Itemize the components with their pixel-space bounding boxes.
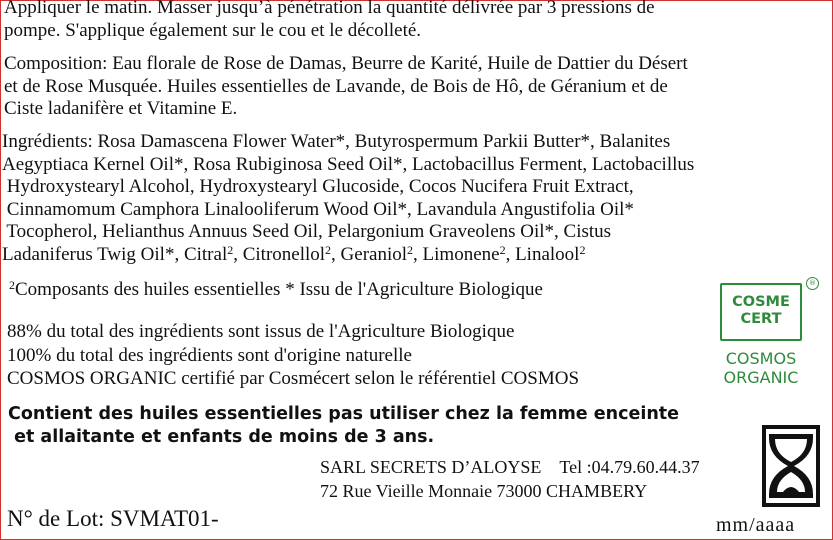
cosmos-organic-logo xyxy=(713,349,809,387)
organic-stats xyxy=(7,320,579,391)
composition-line: et de Rose Musquée. Huiles essentielles de Lavande, de Bois de Hô, de Géranium et de xyxy=(4,75,668,97)
ingredient-sup: 2 xyxy=(227,242,234,257)
usage-line: pompe. S'applique également sur le cou et le décolleté. xyxy=(4,19,422,41)
footnote-text: Composants des huiles essentielles * Issu de l'Agriculture Biologique xyxy=(15,279,543,300)
ingredients-line: Hydroxystearyl Alcohol, Hydroxystearyl Glucoside, Cocos Nucifera Fruit Extract, xyxy=(2,176,634,197)
footnote xyxy=(9,279,543,302)
cosmos-line: ORGANIC xyxy=(723,368,799,387)
lot-number: N° de Lot: SVMAT01- xyxy=(7,506,219,531)
registered-mark: ® xyxy=(806,277,819,290)
ingredient-sup: 2 xyxy=(407,242,414,257)
stat-line: 100% du total des ingrédients sont d'origine naturelle xyxy=(7,344,412,366)
cosmos-line: COSMOS xyxy=(725,349,797,368)
expiry-format: mm/aaaa xyxy=(716,514,796,536)
ingredient-text: , Citronellol xyxy=(233,243,326,265)
ingredient-sup: 2 xyxy=(579,242,586,257)
logo-line: COSME xyxy=(732,294,790,310)
ingredient-text: , Limonene xyxy=(413,243,500,265)
cosmecert-logo xyxy=(720,283,802,341)
composition-section xyxy=(4,53,688,121)
company-address: 72 Rue Vieille Monnaie 73000 CHAMBERY xyxy=(320,481,648,501)
footnote-sup: 2 xyxy=(9,278,15,292)
hourglass-icon xyxy=(761,424,821,508)
ingredients-line: Cinnamomum Camphora Linalooliferum Wood Oil*, Lavandula Angustifolia Oil* xyxy=(2,198,634,220)
logo-line: CERT xyxy=(740,311,782,327)
ingredient-sup: 2 xyxy=(325,242,332,257)
usage-instructions xyxy=(4,0,655,42)
ingredients-line: Tocopherol, Helianthus Annuus Seed Oil, Pelargonium Graveolens Oil*, Cistus xyxy=(2,221,612,242)
ingredients-section xyxy=(2,131,832,266)
safety-warning xyxy=(8,403,679,449)
company-info xyxy=(320,455,700,503)
ingredient-text: , Linalool xyxy=(505,243,580,265)
warning-line: et allaitante et enfants de moins de 3 ans. xyxy=(8,427,435,447)
ingredient-sup: 2 xyxy=(499,242,506,257)
composition-line: Ciste ladanifère et Vitamine E. xyxy=(4,98,238,119)
warning-line: Contient des huiles essentielles pas utiliser chez la femme enceinte xyxy=(8,404,680,424)
composition-line: Composition: Eau florale de Rose de Damas, Beurre de Karité, Huile de Dattier du Désert xyxy=(4,53,688,74)
ingredient-text: Ladaniferus Twig Oil*, Citral xyxy=(2,243,228,265)
ingredients-last-line xyxy=(2,244,832,267)
ingredient-text: , Geraniol xyxy=(331,243,408,265)
usage-line: Appliquer le matin. Masser jusqu’à pénétration la quantité délivrée par 3 pressions de xyxy=(4,0,655,18)
company-name: SARL SECRETS D’ALOYSE xyxy=(320,457,542,477)
ingredients-line: Ingrédients: Rosa Damascena Flower Water*, Butyrospermum Parkii Butter*, Balanites xyxy=(2,131,671,152)
stat-line: 88% du total des ingrédients sont issus de l'Agriculture Biologique xyxy=(7,321,515,342)
stat-line: COSMOS ORGANIC certifié par Cosmécert selon le référentiel COSMOS xyxy=(7,368,580,389)
company-tel: Tel :04.79.60.44.37 xyxy=(559,457,700,477)
ingredients-line: Aegyptiaca Kernel Oil*, Rosa Rubiginosa Seed Oil*, Lactobacillus Ferment, Lactobacillus xyxy=(2,153,695,175)
